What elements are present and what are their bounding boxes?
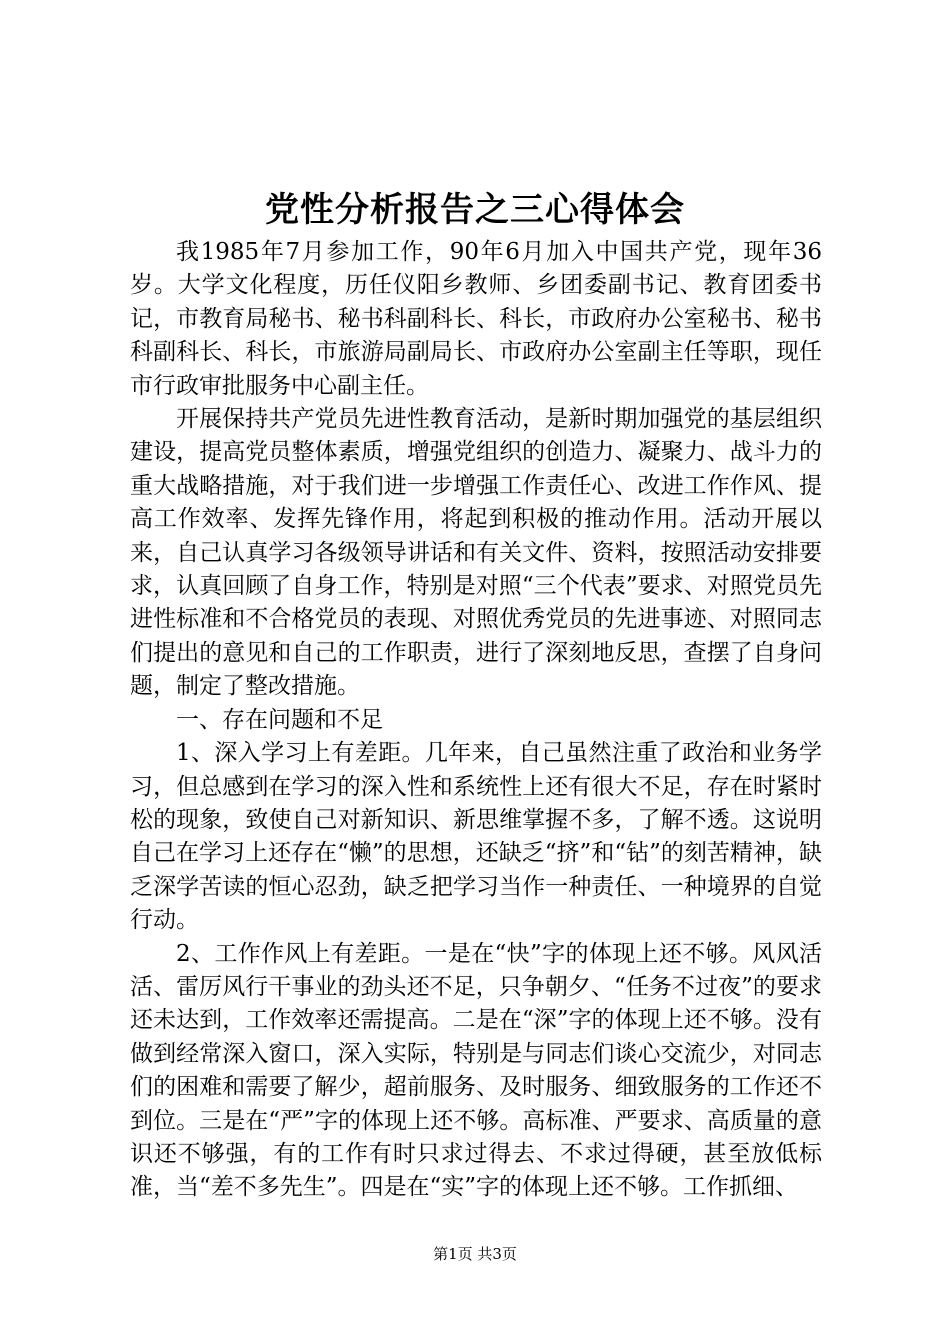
paragraph-activity: 开展保持共产党员先进性教育活动，是新时期加强党的基层组织建设，提高党员整体素质，增强党组织的创造力、凝聚力、战斗力的重大战略措施，对于我们进一步增强工作责任心、改进工作作风、提高工作效率、发挥先锋作用，将起到积极的推动作用。活动开展以来，自己认真学习各级领导讲话和有关文件、资料，按照活动安排要求，认真回顾了自身工作，特别是对照“三个代表”要求、对照党员先进性标准和不合格党员的表现、对照优秀党员的先进事迹、对照同志们提出的意见和自己的工作职责，进行了深刻地反思，查摆了自身问题，制定了整改措施。 xyxy=(130,406,822,700)
paragraph-work-style-gap: 2、工作作风上有差距。一是在“快”字的体现上还不够。风风活活、雷厉风行干事业的劲头还不足，只争朝夕、“任务不过夜”的要求还未达到，工作效率还需提高。二是在“深”字的体现上还不够。没有做到经常深入窗口，深入实际，特别是与同志们谈心交流少，对同志们的困难和需要了解少，超前服务、及时服务、细致服务的工作还不到位。三是在“严”字的体现上还不够。高标准、严要求、高质量的意识还不够强，有的工作有时只求过得去、不求过得硬，甚至放低标准，当“差不多先生”。四是在“实”字的体现上还不够。工作抓细、 xyxy=(130,940,822,1201)
document-body xyxy=(130,236,822,1205)
page-footer: 第1页 共3页 xyxy=(433,1245,517,1263)
document-title: 党性分析报告之三心得体会 xyxy=(265,190,685,230)
section-heading-problems: 一、存在问题和不足 xyxy=(176,706,383,733)
paragraph-study-gap: 1、深入学习上有差距。几年来，自己虽然注重了政治和业务学习，但总感到在学习的深入性和系统性上还有很大不足，存在时紧时松的现象，致使自己对新知识、新思维掌握不多，了解不透。这说明自己在学习上还存在“懒”的思想，还缺乏“挤”和“钻”的刻苦精神，缺乏深学苦读的恒心忍劲，缺乏把学习当作一种责任、一种境界的自觉行动。 xyxy=(130,740,822,934)
paragraph-intro: 我1985年7月参加工作，90年6月加入中国共产党，现年36岁。大学文化程度，历任仪阳乡教师、乡团委副书记、教育团委书记，市教育局秘书、秘书科副科长、科长，市政府办公室秘书、秘书科副科长、科长，市旅游局副局长、市政府办公室副主任等职，现任市行政审批服务中心副主任。 xyxy=(130,239,822,399)
